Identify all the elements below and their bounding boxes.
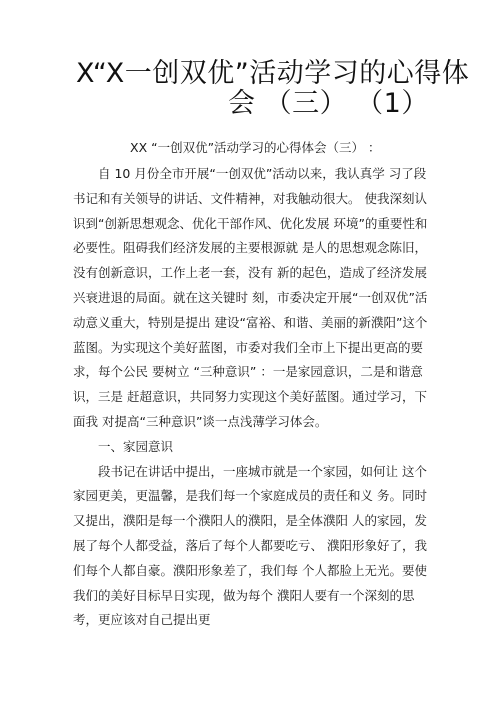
paragraph-intro: 自 10 月份全市开展“一创双优”活动以来，我认真学 习了段书记和有关领导的讲话、文件精神，对我触动很大。 使我深刻认识到“创新思想观念、优化干部作风、优化发展 环境”的重要性和必要性。阻碍我们经济发展的主要根源就 是人的思想观念陈旧，没有创新意识，工作上老一套，没有 新的起色，造成了经济发展兴衰进退的局面。就在这关键时 刻，市委决定开展“一创双优”活动意义重大，特别是提出 建设“富裕、和谐、美丽的新濮阳”这个蓝图。为实现这个美好蓝图，市委对我们全市上下提出更高的要求，每个公民 要树立 “三种意识” ：一是家园意识，二是和谐意识，三是 赶超意识，共同努力实现这个美好蓝图。通过学习，下面我 对提高“三种意识”谈一点浅薄学习体会。 <box>73 166 428 429</box>
document-body <box>73 162 435 633</box>
document-subtitle: XX “一创双优”活动学习的心得体会（三） ： <box>130 140 381 155</box>
section-heading-home-awareness: 一、家园意识 <box>98 438 174 454</box>
paragraph-home-awareness: 段书记在讲话中提出，一座城市就是一个家园，如何让 这个家园更美，更温馨，是我们每一个家庭成员的责任和义 务。同时又提出，濮阳是每一个濮阳人的濮阳，是全体濮阳 人的家园，发展了每个人都受益，落后了每个人都要吃亏、 濮阳形象好了，我们每个人都自豪。濮阳形象差了，我们每 个人都脸上无光。要使我们的美好目标早日实现，做为每个 濮阳人要有一个深刻的思考，更应该对自己提出更 <box>73 463 427 628</box>
document-title-line-2: 会 （三） （1） <box>228 88 429 119</box>
document-title-line-1: X“X一创双优”活动学习的心得体 <box>76 58 470 89</box>
